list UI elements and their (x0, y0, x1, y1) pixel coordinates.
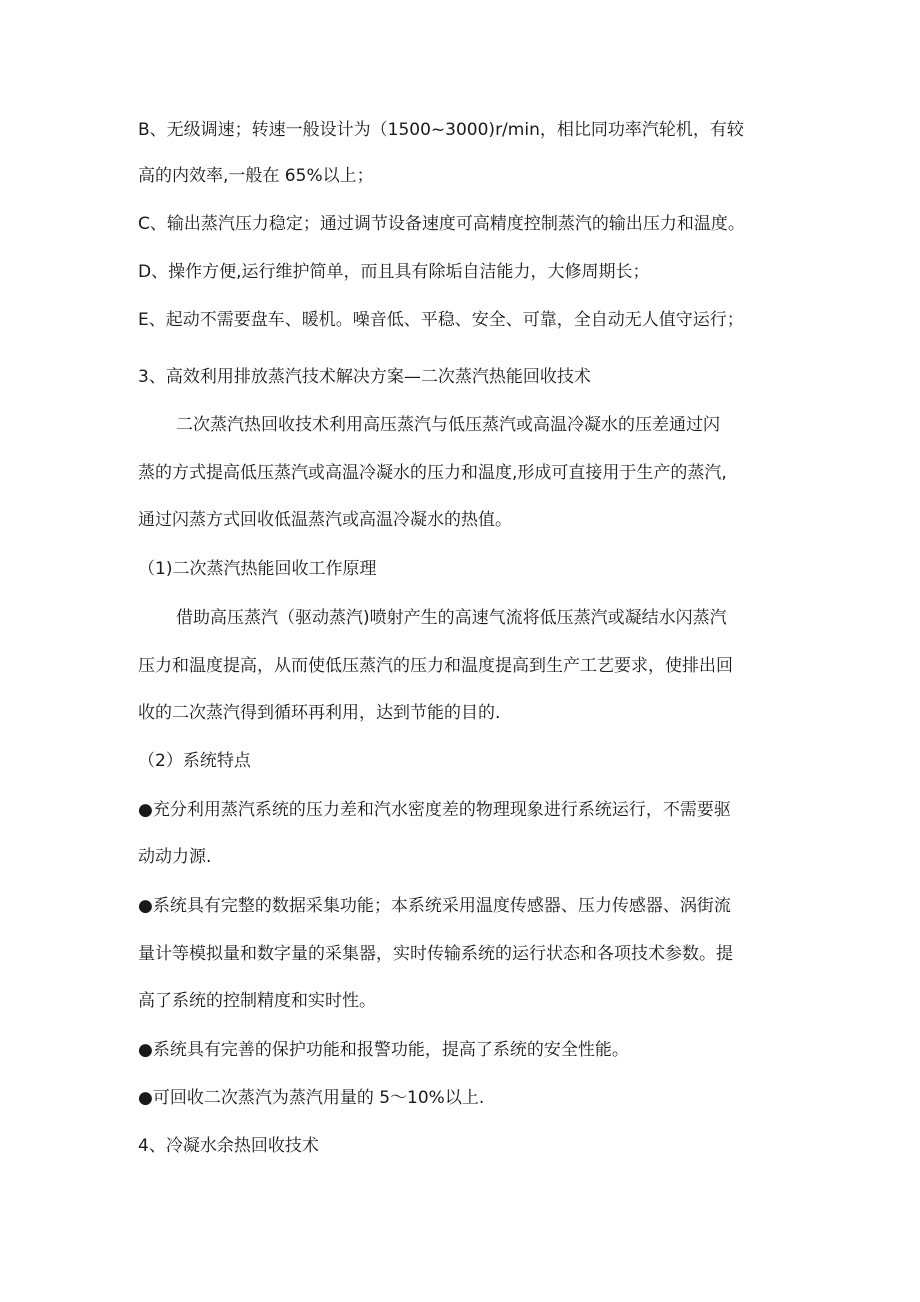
principle-line-1: 借助高压蒸汽（驱动蒸汽)喷射产生的高速气流将低压蒸汽或凝结水闪蒸汽 (176, 608, 727, 628)
subheading-1: （1)二次蒸汽热能回收工作原理 (138, 559, 377, 579)
text-line-d-operation: D、操作方便,运行维护简单，而且具有除垢自洁能力，大修周期长； (138, 262, 650, 282)
text-line-b-efficiency: 高的内效率,一般在 65%以上； (138, 166, 374, 186)
principle-line-2: 压力和温度提高，从而使低压蒸汽的压力和温度提高到生产工艺要求，使排出回 (138, 656, 733, 676)
principle-line-3: 收的二次蒸汽得到循环再利用，达到节能的目的. (138, 703, 501, 723)
section-heading-3: 3、高效利用排放蒸汽技术解决方案—二次蒸汽热能回收技术 (138, 367, 591, 387)
text-line-e-startup: E、起动不需要盘车、暖机。噪音低、平稳、安全、可靠，全自动无人值守运行； (138, 310, 744, 330)
subheading-2: （2）系统特点 (138, 751, 251, 771)
bullet-1-line-2: 动动力源. (138, 847, 212, 867)
paragraph-line-1: 二次蒸汽热回收技术利用高压蒸汽与低压蒸汽或高温冷凝水的压差通过闪 (176, 415, 720, 435)
bullet-2-line-2: 量计等模拟量和数字量的采集器，实时传输系统的运行状态和各项技术参数。提 (138, 944, 733, 964)
bullet-3-line: ●系统具有完善的保护功能和报警功能，提高了系统的安全性能。 (138, 1040, 629, 1060)
text-line-b-speed: B、无级调速；转速一般设计为（1500~3000)r/min，相比同功率汽轮机，有较 (138, 120, 744, 140)
section-heading-4: 4、冷凝水余热回收技术 (138, 1136, 319, 1156)
paragraph-line-3: 通过闪蒸方式回收低温蒸汽或高温冷凝水的热值。 (138, 510, 512, 530)
paragraph-line-2: 蒸的方式提高低压蒸汽或高温冷凝水的压力和温度,形成可直接用于生产的蒸汽, (138, 463, 727, 483)
text-line-c-pressure: C、输出蒸汽压力稳定；通过调节设备速度可高精度控制蒸汽的输出压力和温度。 (138, 214, 745, 234)
bullet-2-line-1: ●系统具有完整的数据采集功能；本系统采用温度传感器、压力传感器、涡街流 (138, 896, 731, 916)
bullet-1-line-1: ●充分利用蒸汽系统的压力差和汽水密度差的物理现象进行系统运行，不需要驱 (138, 800, 731, 820)
bullet-2-line-3: 高了系统的控制精度和实时性。 (138, 991, 376, 1011)
bullet-4-line: ●可回收二次蒸汽为蒸汽用量的 5～10%以上. (138, 1088, 485, 1108)
